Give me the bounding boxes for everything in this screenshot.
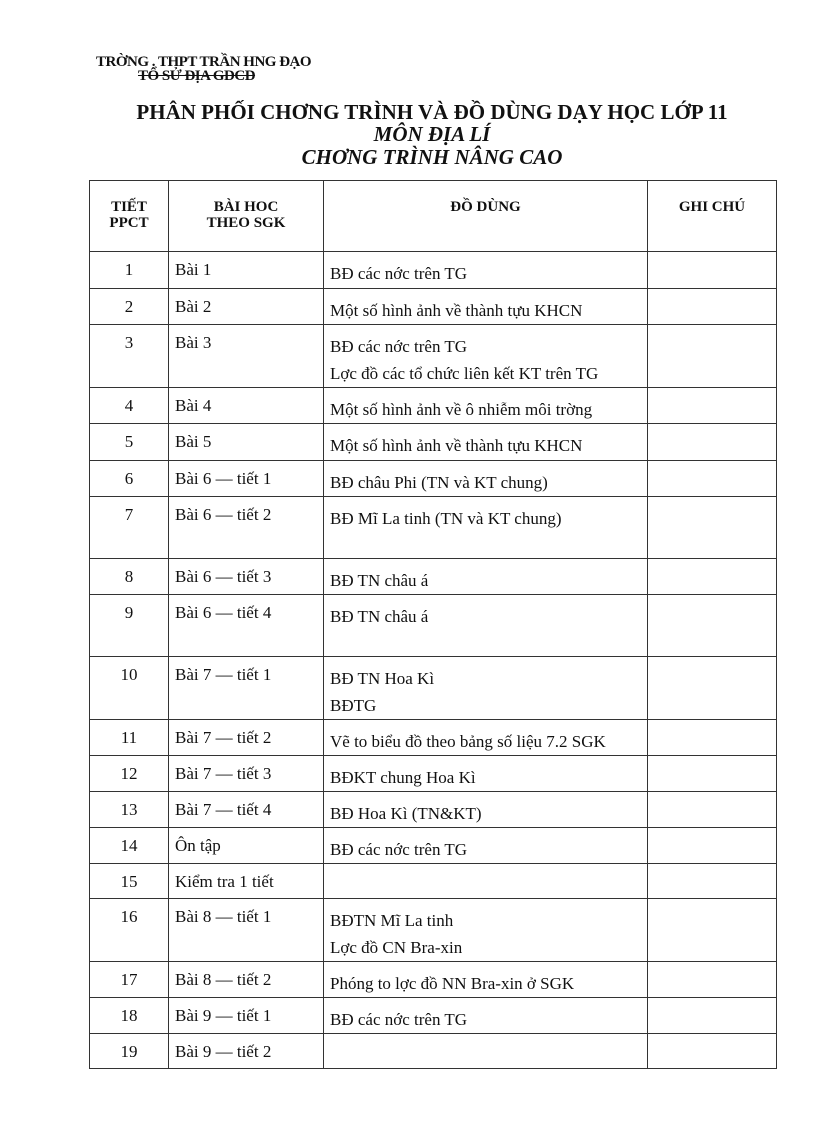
material-item: Lợc đồ CN Bra-xin: [330, 938, 463, 957]
table-row: [90, 289, 777, 325]
lesson-cell: Bài 9 — tiết 2: [169, 1034, 324, 1069]
materials-cell: [324, 1034, 648, 1069]
lesson-cell: Bài 5: [169, 424, 324, 461]
materials-cell: [324, 828, 648, 864]
period-cell: 3: [90, 325, 169, 388]
notes-cell: [648, 1034, 777, 1069]
table-row: [90, 899, 777, 962]
notes-cell: [648, 388, 777, 424]
materials-cell: [324, 899, 648, 962]
subject-title: MÔN ĐỊA LÍ: [373, 122, 491, 146]
notes-cell: [648, 720, 777, 756]
lesson-cell: Bài 7 — tiết 4: [169, 792, 324, 828]
materials-cell: [324, 497, 648, 559]
material-item: Một số hình ảnh về thành tựu KHCN: [330, 436, 583, 455]
table-row: [90, 792, 777, 828]
period-cell: 10: [90, 657, 169, 720]
lesson-cell: Bài 7 — tiết 3: [169, 756, 324, 792]
notes-cell: [648, 252, 777, 289]
header-notes: GHI CHÚ: [648, 181, 777, 252]
materials-cell: [324, 595, 648, 657]
department-name: TỔ SỬ ĐỊA GDCD: [138, 68, 256, 84]
lesson-cell: Bài 3: [169, 325, 324, 388]
table-row: [90, 424, 777, 461]
material-item: Một số hình ảnh về ô nhiễm môi trờng: [330, 400, 593, 419]
period-cell: 13: [90, 792, 169, 828]
header-period: TIẾT PPCT: [90, 181, 169, 252]
materials-cell: [324, 657, 648, 720]
header-materials: ĐỒ DÙNG: [324, 181, 648, 252]
notes-cell: [648, 792, 777, 828]
table-row: [90, 756, 777, 792]
notes-cell: [648, 559, 777, 595]
curriculum-table: [89, 180, 777, 1069]
table-row: [90, 720, 777, 756]
material-item: BĐTN Mĩ La tinh: [330, 911, 454, 930]
materials-cell: [324, 792, 648, 828]
table-row: [90, 252, 777, 289]
table-row: [90, 559, 777, 595]
period-cell: 4: [90, 388, 169, 424]
lesson-cell: Bài 8 — tiết 1: [169, 899, 324, 962]
table-row: [90, 595, 777, 657]
lesson-cell: Bài 6 — tiết 3: [169, 559, 324, 595]
lesson-cell: Bài 7 — tiết 1: [169, 657, 324, 720]
materials-cell: [324, 424, 648, 461]
materials-cell: [324, 461, 648, 497]
material-item: BĐ các nớc trên TG: [330, 840, 468, 859]
notes-cell: [648, 756, 777, 792]
period-cell: 19: [90, 1034, 169, 1069]
lesson-cell: Bài 2: [169, 289, 324, 325]
material-item: BĐ TN châu á: [330, 607, 429, 626]
notes-cell: [648, 962, 777, 998]
table-row: [90, 497, 777, 559]
table-header-row: [90, 181, 777, 252]
period-cell: 17: [90, 962, 169, 998]
notes-cell: [648, 424, 777, 461]
period-cell: 2: [90, 289, 169, 325]
table-row: [90, 461, 777, 497]
lesson-cell: Bài 8 — tiết 2: [169, 962, 324, 998]
material-item: BĐ Mĩ La tinh (TN và KT chung): [330, 509, 562, 528]
table-row: [90, 864, 777, 899]
material-item: BĐKT chung Hoa Kì: [330, 768, 476, 787]
materials-cell: [324, 998, 648, 1034]
material-item: BĐ các nớc trên TG: [330, 1010, 468, 1029]
materials-cell: [324, 289, 648, 325]
material-item: Vẽ to biểu đồ theo bảng số liệu 7.2 SGK: [330, 732, 606, 751]
material-item: BĐ các nớc trên TG: [330, 337, 468, 356]
material-item: BĐ TN châu á: [330, 571, 429, 590]
material-item: BĐ các nớc trên TG: [330, 264, 468, 283]
lesson-cell: Kiểm tra 1 tiết: [169, 864, 324, 899]
materials-cell: [324, 252, 648, 289]
materials-cell: [324, 388, 648, 424]
period-cell: 15: [90, 864, 169, 899]
period-cell: 8: [90, 559, 169, 595]
lesson-cell: Bài 6 — tiết 1: [169, 461, 324, 497]
period-cell: 18: [90, 998, 169, 1034]
lesson-cell: Bài 4: [169, 388, 324, 424]
material-item: Một số hình ảnh về thành tựu KHCN: [330, 301, 583, 320]
period-cell: 12: [90, 756, 169, 792]
notes-cell: [648, 325, 777, 388]
table-row: [90, 1034, 777, 1069]
material-item: Lợc đồ các tổ chức liên kết KT trên TG: [330, 364, 599, 383]
material-item: Phóng to lợc đồ NN Bra-xin ở SGK: [330, 974, 575, 993]
material-item: BĐTG: [330, 696, 377, 715]
lesson-cell: Bài 6 — tiết 2: [169, 497, 324, 559]
materials-cell: [324, 325, 648, 388]
materials-cell: [324, 962, 648, 998]
table-row: [90, 962, 777, 998]
document-title: PHÂN PHỐI CHƠNG TRÌNH VÀ ĐỒ DÙNG DẠY HỌC LỚP 11: [136, 100, 728, 124]
materials-cell: [324, 864, 648, 899]
notes-cell: [648, 289, 777, 325]
period-cell: 14: [90, 828, 169, 864]
lesson-cell: Bài 9 — tiết 1: [169, 998, 324, 1034]
period-cell: 6: [90, 461, 169, 497]
material-item: BĐ Hoa Kì (TN&KT): [330, 804, 482, 823]
notes-cell: [648, 497, 777, 559]
period-cell: 1: [90, 252, 169, 289]
period-cell: 11: [90, 720, 169, 756]
materials-cell: [324, 756, 648, 792]
lesson-cell: Bài 7 — tiết 2: [169, 720, 324, 756]
notes-cell: [648, 657, 777, 720]
notes-cell: [648, 595, 777, 657]
period-cell: 5: [90, 424, 169, 461]
table-row: [90, 998, 777, 1034]
table-row: [90, 325, 777, 388]
notes-cell: [648, 998, 777, 1034]
lesson-cell: Bài 1: [169, 252, 324, 289]
material-item: BĐ châu Phi (TN và KT chung): [330, 473, 548, 492]
period-cell: 9: [90, 595, 169, 657]
table-row: [90, 657, 777, 720]
material-item: BĐ TN Hoa Kì: [330, 669, 435, 688]
program-title: CHƠNG TRÌNH NÂNG CAO: [301, 145, 563, 169]
table-row: [90, 828, 777, 864]
header-lesson: BÀI HOC THEO SGK: [169, 181, 324, 252]
materials-cell: [324, 559, 648, 595]
period-cell: 7: [90, 497, 169, 559]
school-name: TRỜNG . THPT TRẦN HNG ĐẠO: [96, 54, 312, 70]
notes-cell: [648, 461, 777, 497]
lesson-cell: Bài 6 — tiết 4: [169, 595, 324, 657]
lesson-cell: Ôn tập: [169, 828, 324, 864]
notes-cell: [648, 864, 777, 899]
notes-cell: [648, 899, 777, 962]
table-row: [90, 388, 777, 424]
notes-cell: [648, 828, 777, 864]
period-cell: 16: [90, 899, 169, 962]
materials-cell: [324, 720, 648, 756]
